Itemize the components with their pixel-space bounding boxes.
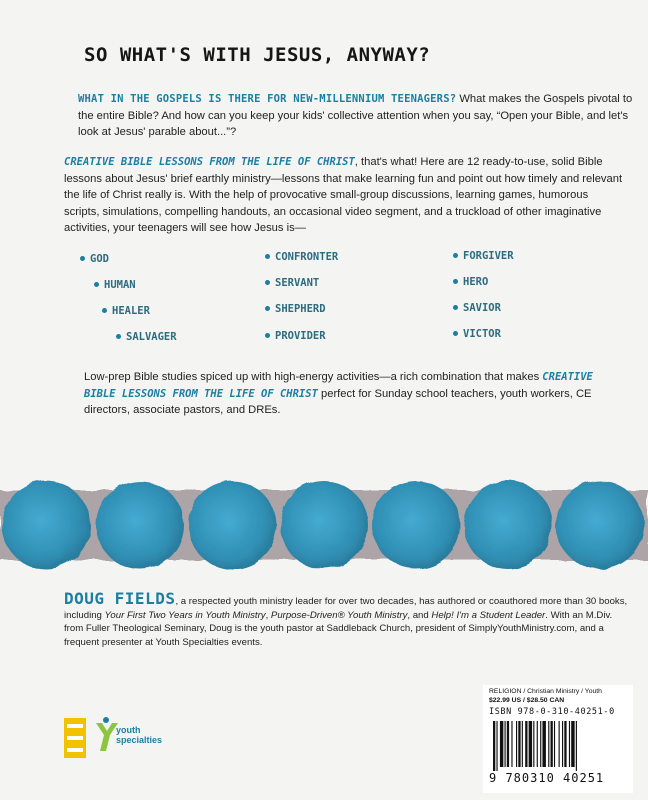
bullet-dot-icon	[453, 305, 458, 310]
intro-paragraph	[64, 91, 638, 141]
intro-lead: WHAT IN THE GOSPELS IS THERE FOR NEW-MILLENNIUM TEENAGERS?	[78, 93, 457, 105]
author-name: DOUG FIELDS	[64, 589, 176, 608]
closing-lead-title: CREATIVE BIBLE LESSONS FROM THE LIFE OF CHRIST	[84, 371, 593, 400]
headline: SO WHAT'S WITH JESUS, ANYWAY?	[84, 44, 431, 66]
barcode-bar	[554, 721, 555, 767]
bullet-item: FORGIVER	[453, 250, 514, 262]
bullet-item: SERVANT	[265, 277, 319, 289]
bullet-item: GOD	[80, 253, 109, 265]
barcode-bar	[559, 721, 560, 767]
barcode-bar	[493, 721, 495, 771]
barcode-bar	[540, 721, 541, 767]
body-text: , that's what! Here are 12 ready-to-use, solid Bible lessons about Jesus' brief earthly ministry—lessons that make learning fun and point out how timely and relevant the life of Christ really is. With the help of provocative small-group discussions, learning games, humorous scripts, simulations, compelling handouts, an occasional video segment, and a truckload of other imaginative activities, your teenagers will see how Jesus is—	[64, 156, 623, 234]
barcode-block	[483, 685, 633, 793]
category-label: RELIGION / Christian Ministry / Youth	[489, 688, 602, 695]
barcode-bar	[505, 721, 506, 767]
barcode-bar	[537, 721, 538, 767]
barcode-bar	[576, 721, 577, 771]
closing-text-pre: Low-prep Bible studies spiced up with high-energy activities—a rich combination that makes	[84, 371, 543, 383]
bullet-dot-icon	[265, 280, 270, 285]
bullet-dot-icon	[265, 306, 270, 311]
bullet-item: SALVAGER	[116, 331, 177, 343]
bullet-dot-icon	[453, 253, 458, 258]
intro-text: What makes the Gospels pivotal to the entire Bible? And how can you keep your kids' collective attention when you say, “Open your Bible, and let's look at Jesus' parable about...”?	[78, 93, 633, 138]
author-bio: DOUG FIELDS, a respected youth ministry leader for over two decades, has authored or coauthored more than 30 books, including Your First Two Years in Youth Ministry, Purpose-Driven® Youth Ministry, and Help! I'm a Student Leader. With an M.Div. from Fuller Theological Seminary, Doug is the youth pastor at Saddleback Church, president of SimplyYouthMinistry.com, and a frequent presenter at Youth Specialties events.	[64, 589, 628, 648]
barcode-bar	[548, 721, 549, 767]
bullet-dot-icon	[94, 282, 99, 287]
bullet-item: SHEPHERD	[265, 303, 326, 315]
barcode-bar	[569, 721, 570, 767]
bullet-item: CONFRONTER	[265, 251, 338, 263]
barcode-bar	[500, 721, 503, 767]
bullet-item: SAVIOR	[453, 302, 501, 314]
bullet-item: HEALER	[102, 305, 150, 317]
barcode-bar	[496, 721, 497, 771]
bullet-dot-icon	[265, 333, 270, 338]
book-title: Purpose-Driven® Youth Ministry	[270, 609, 408, 621]
bullet-dot-icon	[453, 331, 458, 336]
barcode-bar	[507, 721, 509, 767]
barcode-bar	[516, 721, 517, 767]
price-label: $22.99 US / $28.50 CAN	[489, 697, 565, 704]
barcode-bar	[542, 721, 545, 767]
bullet-dot-icon	[265, 254, 270, 259]
barcode-bar	[525, 721, 527, 767]
bullet-item: PROVIDER	[265, 330, 326, 342]
body-lead-title: CREATIVE BIBLE LESSONS FROM THE LIFE OF CHRIST	[64, 156, 355, 168]
bullet-dot-icon	[102, 308, 107, 313]
book-title: Help! I'm a Student Leader	[431, 609, 546, 621]
painted-circles-band	[0, 472, 648, 578]
book-title: Your First Two Years in Youth Ministry	[104, 609, 266, 621]
barcode-bar	[522, 721, 523, 767]
publisher-wordmark: youth specialties	[116, 725, 163, 745]
bullet-dot-icon	[453, 279, 458, 284]
closing-paragraph	[84, 369, 624, 419]
barcode-bar	[533, 721, 534, 767]
barcode-bar	[564, 721, 566, 767]
barcode-bar	[562, 721, 563, 767]
isbn-label: ISBN 978-0-310-40251-0	[489, 707, 615, 717]
bullet-item: HUMAN	[94, 279, 136, 291]
barcode-bar	[529, 721, 532, 767]
barcode-bar	[511, 721, 512, 767]
barcode-number: 9 780310 40251	[489, 771, 605, 785]
bullet-dot-icon	[80, 256, 85, 261]
closing-text-post: perfect for Sunday school teachers, youth workers, CE directors, associate pastors, and DREs.	[84, 387, 592, 416]
barcode-bar	[518, 721, 520, 767]
body-paragraph	[64, 154, 624, 237]
zondervan-logo-icon	[64, 718, 86, 758]
bullet-item: HERO	[453, 276, 488, 288]
barcode-bars	[491, 721, 625, 771]
bullet-item: VICTOR	[453, 328, 501, 340]
barcode-bar	[551, 721, 553, 767]
barcode-bar	[571, 721, 574, 767]
bullet-dot-icon	[116, 334, 121, 339]
